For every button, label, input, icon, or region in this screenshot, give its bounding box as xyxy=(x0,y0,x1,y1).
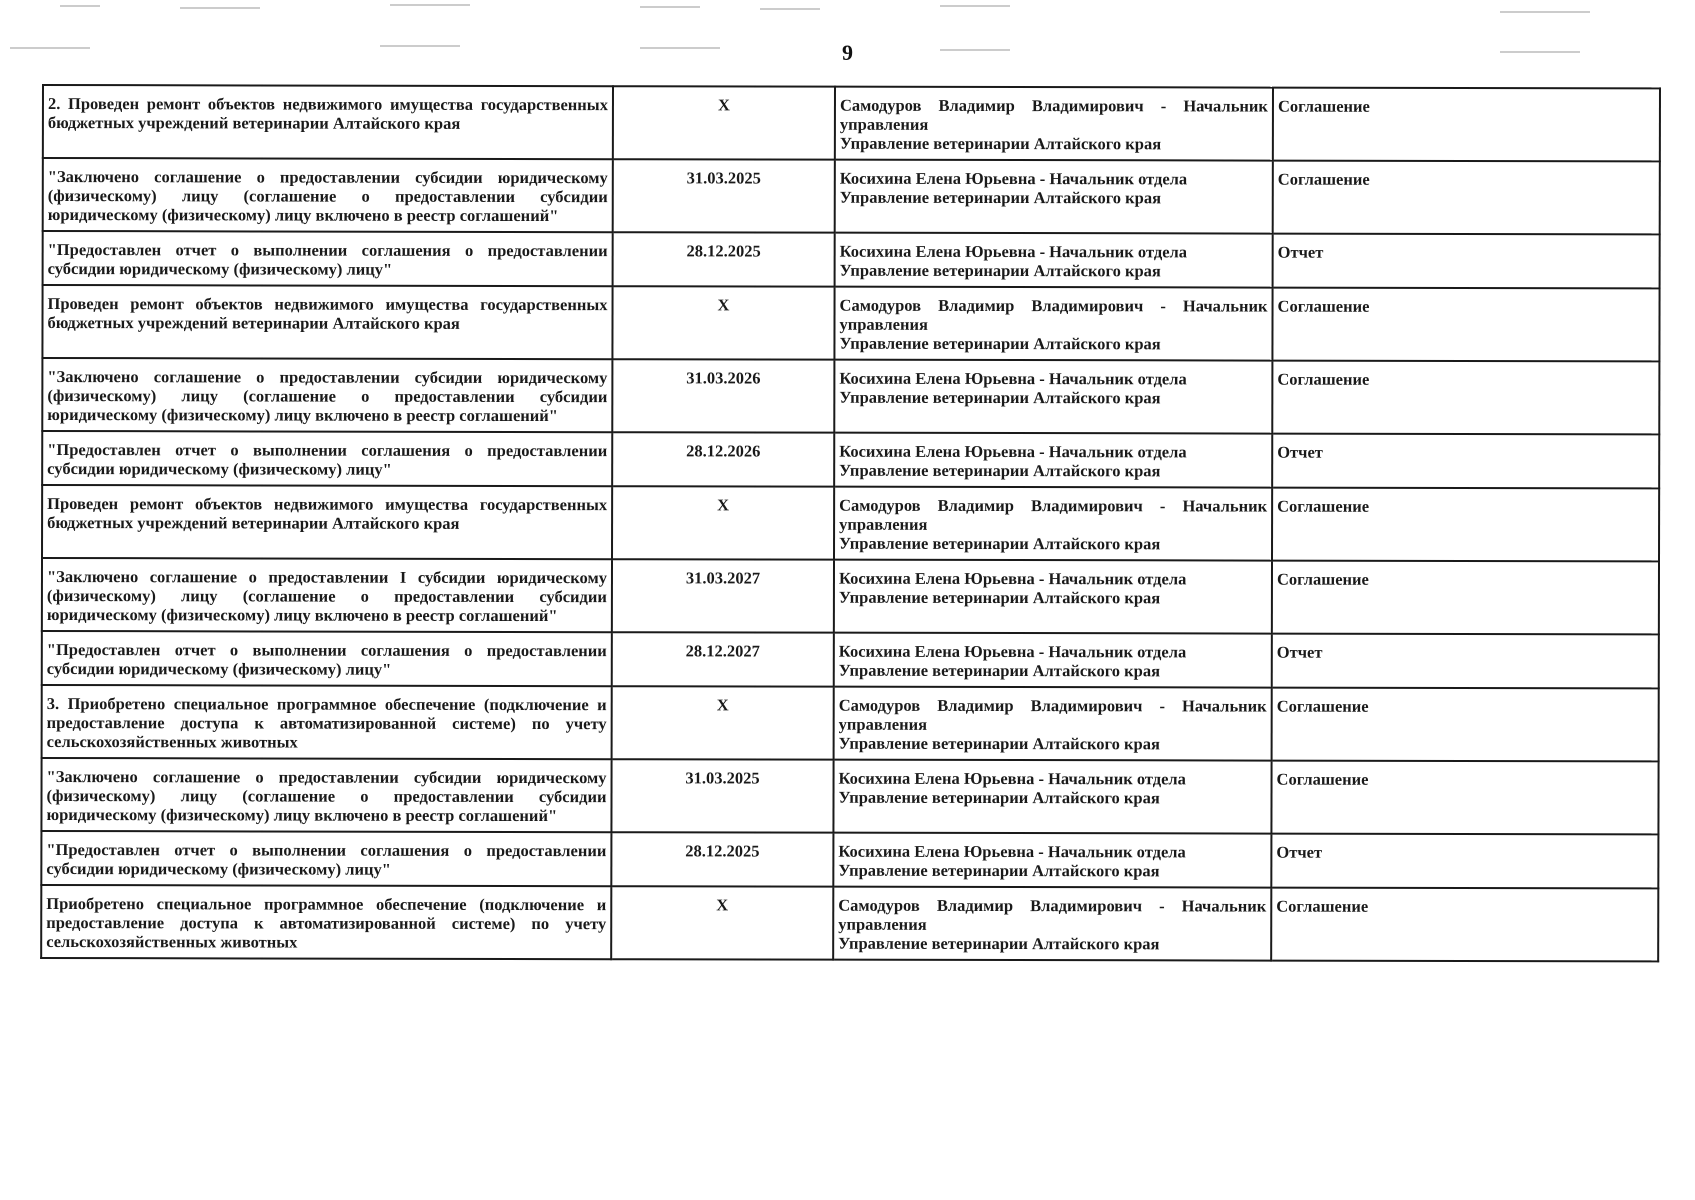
event-cell: 2. Проведен ремонт объектов недвижимого имущества государственных бюджетных учреждений ветеринарии Алтайского края xyxy=(43,85,613,159)
event-cell: Проведен ремонт объектов недвижимого имущества государственных бюджетных учреждений ветеринарии Алтайского края xyxy=(42,485,612,559)
event-cell: "Заключено соглашение о предоставлении субсидии юридическому (физическому) лицу (соглашение о предоставлении субсидии юридическому (физическому) лицу включено в реестр соглашений" xyxy=(41,758,611,832)
responsible-name: Косихина Елена Юрьевна - Начальник отдела xyxy=(839,241,1188,262)
deadline-cell: X xyxy=(613,86,835,159)
responsible-organization: Управление ветеринарии Алтайского края xyxy=(838,733,1160,754)
document-type-cell: Отчет xyxy=(1271,834,1658,889)
responsible-cell xyxy=(834,633,1272,688)
document-type-cell: Соглашение xyxy=(1272,361,1659,435)
document-type-cell: Отчет xyxy=(1272,634,1659,689)
responsible-position: управления xyxy=(839,314,928,334)
implementation-plan-table xyxy=(40,84,1661,962)
event-cell: "Предоставлен отчет о выполнении соглашения о предоставлении субсидии юридическому (физическому) лицу" xyxy=(41,831,611,886)
deadline-cell: 28.12.2025 xyxy=(613,232,835,286)
responsible-cell xyxy=(834,360,1272,434)
table-row xyxy=(41,885,1658,961)
responsible-position: управления xyxy=(839,114,929,134)
responsible-name: Косихина Елена Юрьевна - Начальник отдела xyxy=(838,568,1187,589)
responsible-name: Самодуров Владимир Владимирович - Начальник xyxy=(839,495,1268,516)
event-cell: "Предоставлен отчет о выполнении соглашения о предоставлении субсидии юридическому (физическому) лицу" xyxy=(42,431,612,486)
document-type-cell: Отчет xyxy=(1272,434,1659,489)
event-cell: "Предоставлен отчет о выполнении соглашения о предоставлении субсидии юридическому (физическому) лицу" xyxy=(42,631,612,686)
deadline-cell: 31.03.2025 xyxy=(611,759,833,832)
deadline-cell: X xyxy=(612,686,834,759)
event-cell: "Заключено соглашение о предоставлении I субсидии юридическому (физическому) лицу (соглашение о предоставлении субсидии юридическому (физическому) лицу включено в реестр соглашений" xyxy=(42,558,612,632)
document-type-cell: Соглашение xyxy=(1272,561,1659,635)
deadline-cell: X xyxy=(612,486,834,559)
table-row xyxy=(42,485,1659,561)
responsible-organization: Управление ветеринарии Алтайского края xyxy=(839,133,1162,154)
responsible-cell xyxy=(834,487,1272,561)
responsible-position: управления xyxy=(838,914,927,934)
responsible-organization: Управление ветеринарии Алтайского края xyxy=(839,460,1161,481)
responsible-organization: Управление ветеринарии Алтайского края xyxy=(839,333,1161,354)
table-body xyxy=(41,85,1660,961)
responsible-organization: Управление ветеринарии Алтайского края xyxy=(838,660,1161,681)
responsible-organization: Управление ветеринарии Алтайского края xyxy=(838,933,1160,954)
responsible-cell xyxy=(834,287,1272,361)
page-number: 9 xyxy=(842,40,853,65)
responsible-cell xyxy=(833,760,1271,834)
responsible-organization: Управление ветеринарии Алтайского края xyxy=(839,533,1161,554)
document-type-cell: Отчет xyxy=(1273,234,1660,289)
deadline-cell: 28.12.2026 xyxy=(612,432,834,486)
responsible-position: управления xyxy=(838,714,928,734)
table-row xyxy=(42,285,1659,361)
event-cell: Приобретено специальное программное обеспечение (подключение и предоставление доступа к автоматизированной системе) по учету сельскохозяйственных животных xyxy=(41,885,611,959)
responsible-organization: Управление ветеринарии Алтайского края xyxy=(838,860,1160,881)
responsible-name: Косихина Елена Юрьевна - Начальник отдела xyxy=(839,168,1188,189)
table-row xyxy=(42,558,1659,634)
responsible-name: Самодуров Владимир Владимирович - Начальник xyxy=(839,95,1268,116)
deadline-cell: 28.12.2027 xyxy=(612,632,834,686)
document-type-cell: Соглашение xyxy=(1273,88,1660,162)
document-type-cell: Соглашение xyxy=(1272,488,1659,562)
responsible-position: управления xyxy=(839,514,928,534)
responsible-organization: Управление ветеринарии Алтайского края xyxy=(839,260,1161,281)
responsible-organization: Управление ветеринарии Алтайского края xyxy=(839,387,1161,408)
document-type-cell: Соглашение xyxy=(1271,888,1658,962)
event-cell: "Предоставлен отчет о выполнении соглашения о предоставлении субсидии юридическому (физическому) лицу" xyxy=(43,231,613,286)
deadline-cell: X xyxy=(612,286,834,359)
table-row xyxy=(42,685,1659,761)
responsible-organization: Управление ветеринарии Алтайского края xyxy=(838,787,1160,808)
table-row xyxy=(42,358,1659,434)
event-cell: Проведен ремонт объектов недвижимого имущества государственных бюджетных учреждений ветеринарии Алтайского края xyxy=(42,285,612,359)
responsible-name: Косихина Елена Юрьевна - Начальник отдела xyxy=(838,641,1187,662)
table-row xyxy=(43,158,1660,234)
responsible-cell xyxy=(833,887,1271,961)
responsible-name: Самодуров Владимир Владимирович - Начальник xyxy=(838,895,1267,916)
responsible-name: Косихина Елена Юрьевна - Начальник отдела xyxy=(839,368,1187,389)
deadline-cell: 28.12.2025 xyxy=(611,832,833,886)
deadline-cell: 31.03.2027 xyxy=(612,559,834,632)
responsible-cell xyxy=(833,833,1271,888)
table-row xyxy=(43,231,1660,288)
responsible-cell xyxy=(834,560,1272,634)
table-row xyxy=(41,758,1658,834)
table-row xyxy=(42,631,1659,688)
responsible-name: Самодуров Владимир Владимирович - Начальник xyxy=(838,695,1267,716)
responsible-name: Косихина Елена Юрьевна - Начальник отдела xyxy=(838,768,1186,789)
table-row xyxy=(42,431,1659,488)
responsible-cell xyxy=(834,433,1272,488)
responsible-organization: Управление ветеринарии Алтайского края xyxy=(838,587,1161,608)
responsible-cell xyxy=(835,160,1273,234)
deadline-cell: X xyxy=(611,886,833,959)
responsible-organization: Управление ветеринарии Алтайского края xyxy=(839,187,1162,208)
responsible-cell xyxy=(835,87,1273,161)
document-type-cell: Соглашение xyxy=(1273,161,1660,235)
document-type-cell: Соглашение xyxy=(1272,688,1659,762)
responsible-name: Косихина Елена Юрьевна - Начальник отдела xyxy=(838,841,1186,862)
responsible-name: Самодуров Владимир Владимирович - Начальник xyxy=(839,295,1268,316)
event-cell: 3. Приобретено специальное программное обеспечение (подключение и предоставление доступа к автоматизированной системе) по учету сельскохозяйственных животных xyxy=(42,685,612,759)
deadline-cell: 31.03.2025 xyxy=(613,159,835,232)
event-cell: "Заключено соглашение о предоставлении субсидии юридическому (физическому) лицу (соглашение о предоставлении субсидии юридическому (физическому) лицу включено в реестр соглашений" xyxy=(43,158,613,232)
table-row xyxy=(41,831,1658,888)
responsible-cell xyxy=(835,233,1273,288)
document-type-cell: Соглашение xyxy=(1271,761,1658,835)
responsible-name: Косихина Елена Юрьевна - Начальник отдела xyxy=(839,441,1187,462)
table-row xyxy=(43,85,1660,161)
event-cell: "Заключено соглашение о предоставлении субсидии юридическому (физическому) лицу (соглашение о предоставлении субсидии юридическому (физическому) лицу включено в реестр соглашений" xyxy=(42,358,612,432)
responsible-cell xyxy=(834,687,1272,761)
deadline-cell: 31.03.2026 xyxy=(612,359,834,432)
document-type-cell: Соглашение xyxy=(1272,288,1659,362)
